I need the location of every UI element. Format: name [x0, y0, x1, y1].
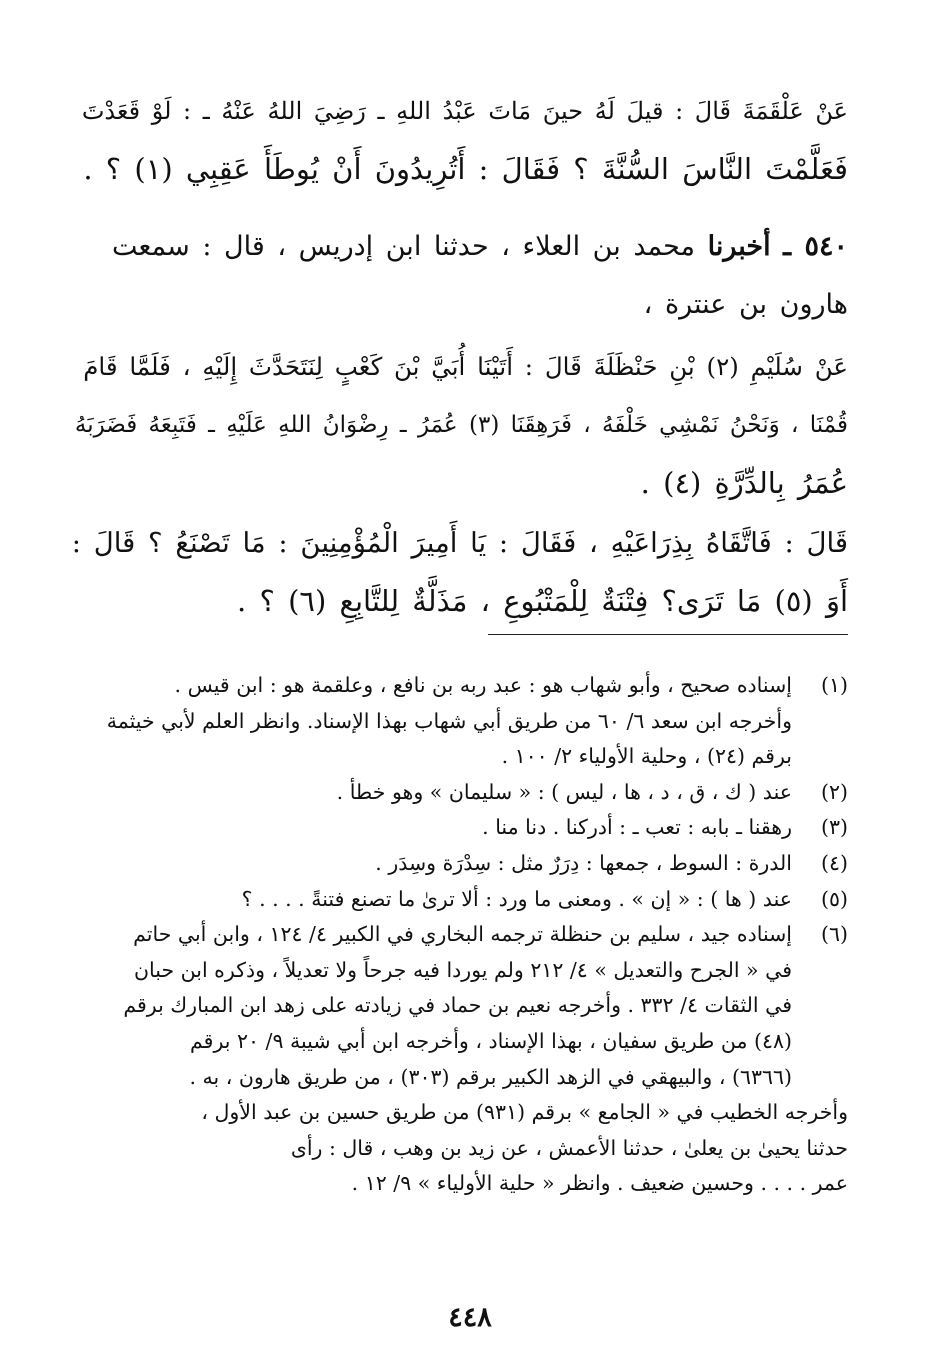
- footnote-number: (١): [820, 673, 848, 697]
- footnote-line: إسناده صحيح ، وأبو شهاب هو : عبد ربه بن نافع ، وعلقمة هو : ابن قيس .: [174, 673, 792, 697]
- text-line: عَنْ عَلْقَمَةَ قَالَ : قيلَ لَهُ حينَ مَاتَ عَبْدُ اللهِ ـ رَضِيَ اللهُ عَنْهُ ـ : لَوْ قَعَدْتَ: [81, 97, 848, 125]
- footnote-line: عند ( ك ، ق ، د ، ها ، ليس ) : « سليمان » وهو خطأ .: [336, 779, 792, 804]
- page-number: ٤٤٨: [448, 1302, 492, 1333]
- chain-lead-word: أخبرنا: [707, 231, 771, 262]
- footnote-number: (٢): [820, 779, 848, 804]
- text-line: قَالَ : فَاتَّقَاهُ بِذِرَاعَيْهِ ، فَقَالَ : يَا أَمِيرَ الْمُؤْمِنِينَ : مَا تَصْنَعُ ؟ قَالَ :: [71, 527, 848, 559]
- footnote-4: [72, 846, 848, 882]
- footnote-separator: [488, 634, 848, 635]
- footnote-line: في الثقات ٤/ ٣٣٢ . وأخرجه نعيم بن حماد في زيادته على زهد ابن المبارك برقم: [123, 993, 792, 1018]
- footnote-line: في « الجرح والتعديل » ٤/ ٢١٢ ولم يوردا فيه جرحاً ولا تعديلاً ، وذكره ابن حبان: [133, 957, 792, 982]
- footnote-number: (٣): [820, 815, 848, 840]
- hadith-number: ٥٤٠ ـ: [783, 231, 848, 262]
- footnote-line: عند ( ها ) : « إن » . ومعنى ما ورد : ألا ترىٰ ما تصنع فتنةً . . . . ؟: [241, 886, 792, 911]
- footnote-line: عمر . . . . وحسين ضعيف . وانظر « حلية الأولياء » ٩/ ١٢ .: [351, 1171, 848, 1196]
- hadith-540-chain: [72, 218, 848, 334]
- text-line: عُمَرُ بِالدِّرَّةِ (٤) .: [640, 466, 848, 500]
- footnote-line: إسناده جيد ، سليم بن حنظلة ترجمه البخاري في الكبير ٤/ ١٢٤ ، وابن أبي حاتم: [133, 922, 792, 947]
- chain-line-1: [72, 218, 848, 276]
- chain-text: محمد بن العلاء ، حدثنا ابن إدريس ، قال : سمعت: [112, 231, 695, 262]
- footnote-line: (٦٣٦٦) ، والبيهقي في الزهد الكبير برقم (٣٠٣) ، من طريق هارون ، به .: [189, 1064, 792, 1089]
- footnote-line: رهقنا ـ بابه : تعب ـ : أدركنا . دنا منا .: [482, 815, 792, 840]
- footnote-number: (٤): [820, 850, 848, 875]
- footnote-line: وأخرجه ابن سعد ٦/ ٦٠ من طريق أبي شهاب بهذا الإسناد. وانظر العلم لأبي خيثمة: [106, 708, 792, 733]
- paragraph-sulaym: [72, 338, 848, 512]
- footnote-5: [72, 882, 848, 918]
- text-line: عَنْ سُلَيْمِ (٢) بْنِ حَنْظَلَةَ قَالَ : أَتَيْنَا أُبَيَّ بْنَ كَعْبٍ لِنَتَحَدَّثَ إِلَيْهِ ، فَلَمَّا قَامَ: [83, 352, 848, 381]
- footnote-continuation: [72, 1095, 848, 1202]
- text-line: قُمْنَا ، وَنَحْنُ نَمْشِي خَلْفَهُ ، فَرَهِقَنَا (٣) عُمَرُ ـ رِضْوَانُ اللهِ عَلَيْهِ ـ فَتَبِعَهُ فَضَرَبَهُ: [74, 412, 848, 438]
- paragraph-alqama: [72, 82, 848, 198]
- footnote-2: [72, 775, 848, 811]
- text-line: فَعَلَّمْتَ النَّاسَ السُّنَّةَ ؟ فَقَالَ : أَتُرِيدُونَ أَنْ يُوطَأَ عَقِبِي (١) ؟ .: [83, 152, 848, 186]
- footnote-line: (٤٨) من طريق سفيان ، بهذا الإسناد ، وأخرجه ابن أبي شيبة ٩/ ٢٠ برقم: [190, 1028, 792, 1053]
- footnote-3: [72, 810, 848, 846]
- footnote-line: وأخرجه الخطيب في « الجامع » برقم (٩٣١) من طريق حسين بن عبد الأول ،: [201, 1100, 848, 1125]
- text-line: أَوَ (٥) مَا تَرَى؟ فِتْنَةٌ لِلْمَتْبُوعِ ، مَذَلَّةٌ لِلتَّابِعِ (٦) ؟ .: [237, 584, 848, 618]
- footnote-number: (٥): [820, 886, 848, 911]
- footnote-1: [72, 668, 848, 775]
- footnotes: [72, 668, 848, 1202]
- footnote-number: (٦): [820, 922, 848, 947]
- text-line: هارون بن عنترة ،: [643, 289, 848, 320]
- footnote-6: [72, 917, 848, 1095]
- footnote-line: حدثنا يحيىٰ بن يعلىٰ ، حدثنا الأعمش ، عن زيد بن وهب ، قال : رأى: [290, 1135, 848, 1160]
- footnote-line: الدرة : السوط ، جمعها : دِرَرٌ مثل : سِدْرَة وسِدَر .: [375, 850, 792, 875]
- paragraph-dialogue: [72, 514, 848, 630]
- footnote-line: برقم (٢٤) ، وحلية الأولياء ٢/ ١٠٠ .: [501, 744, 792, 769]
